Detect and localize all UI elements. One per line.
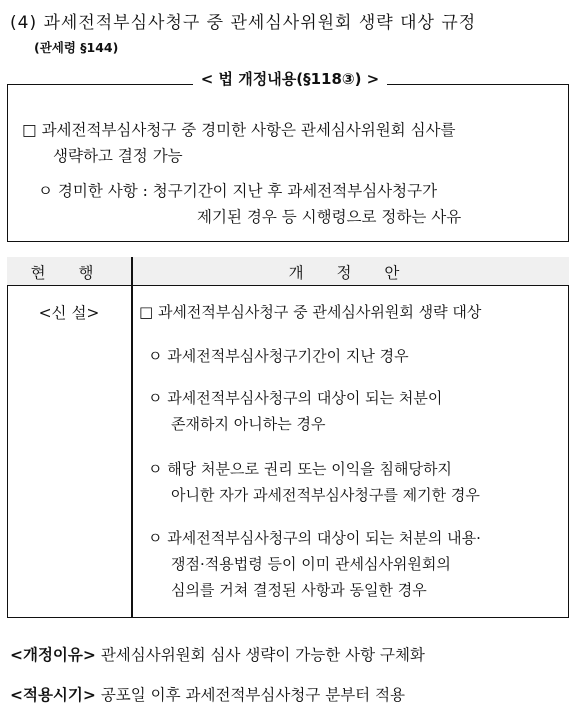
revised-item-2-cont: 존재하지 아니하는 경우 [171, 415, 326, 433]
header-revised: 개 정 안 [288, 264, 414, 282]
section-title: (4) 과세전적부심사청구 중 관세심사위원회 생략 대상 규정 [10, 13, 477, 33]
effective-tag: <적용시기> [10, 686, 96, 704]
revised-item-3: ㅇ 해당 처분으로 권리 또는 이익을 침해당하지 [148, 460, 452, 478]
effective-date [10, 683, 405, 705]
law-amendment-label: < 법 개정내용(§118③) > [0, 68, 580, 89]
column-divider [131, 257, 133, 618]
law-line-4: 제기된 경우 등 시행령으로 정하는 사유 [197, 208, 462, 226]
reason-tag: <개정이유> [10, 646, 96, 664]
revised-item-4-cont: 쟁점·적용법령 등이 이미 관세심사위원회의 [171, 555, 451, 573]
revised-item-4-cont2: 심의를 거쳐 결정된 사항과 동일한 경우 [171, 581, 427, 599]
section-reference: (관세령 §144) [34, 40, 119, 55]
effective-text: 공포일 이후 과세전적부심사청구 분부터 적용 [100, 686, 406, 704]
current-cell: <신 설> [38, 304, 100, 322]
amendment-reason [10, 643, 425, 665]
law-line-2: 생략하고 결정 가능 [53, 147, 183, 165]
reason-text: 관세심사위원회 심사 생략이 가능한 사항 구체화 [100, 646, 425, 664]
revised-item-2: ㅇ 과세전적부심사청구의 대상이 되는 처분이 [148, 389, 443, 407]
revised-item-1: ㅇ 과세전적부심사청구기간이 지난 경우 [148, 347, 409, 365]
revised-main: □ 과세전적부심사청구 중 관세심사위원회 생략 대상 [139, 303, 482, 321]
revised-item-4: ㅇ 과세전적부심사청구의 대상이 되는 처분의 내용· [148, 529, 481, 547]
law-line-3: ㅇ 경미한 사항 : 청구기간이 지난 후 과세전적부심사청구가 [38, 182, 438, 200]
revised-item-3-cont: 아니한 자가 과세전적부심사청구를 제기한 경우 [171, 486, 480, 504]
header-current: 현 행 [30, 264, 108, 282]
law-line-1: □ 과세전적부심사청구 중 경미한 사항은 관세심사위원회 심사를 [22, 121, 456, 139]
